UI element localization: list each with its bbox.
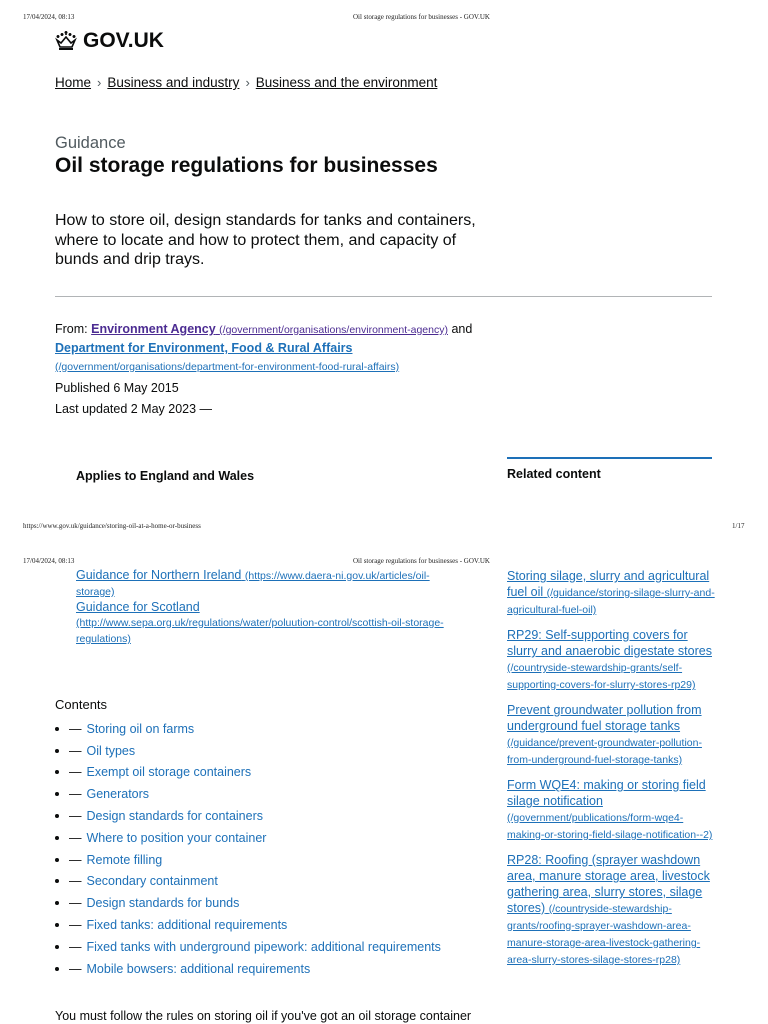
link-label: RP29: Self-supporting covers for slurry and anaerobic digestate stores (507, 628, 712, 658)
print-datetime: 17/04/2024, 08:13 (23, 13, 75, 21)
print-datetime: 17/04/2024, 08:13 (23, 557, 75, 565)
org2-name: Department for Environment, Food & Rural Affairs (55, 341, 353, 355)
govuk-logo[interactable] (55, 29, 164, 53)
link-path: (/guidance/prevent-groundwater-pollution-from-underground-fuel-storage-tanks) (507, 737, 702, 766)
contents-list (55, 718, 441, 980)
applies-to: Applies to England and Wales (76, 469, 255, 483)
org1-name: Environment Agency (91, 322, 216, 336)
contents-link[interactable]: Exempt oil storage containers (86, 765, 252, 780)
contents-link[interactable]: Design standards for bunds (86, 896, 240, 911)
list-item (507, 702, 717, 768)
contents-link[interactable]: Remote filling (86, 852, 163, 867)
chevron-right-icon: › (245, 75, 250, 90)
contents-link[interactable]: Storing oil on farms (86, 721, 195, 736)
print-url: https://www.gov.uk/guidance/storing-oil-at-a-home-or-business (23, 522, 201, 530)
link-path: (https://www.daera-ni.gov.uk/articles/oil-storage) (76, 570, 430, 598)
contents-link[interactable]: Fixed tanks with underground pipework: additional requirements (86, 939, 441, 954)
link-path: (/countryside-stewardship-grants/roofing-sprayer-washdown-area-manure-storage-area-livestock-gathering-area-slurry-stores-silage-stores-rp28) (507, 903, 701, 966)
divider (55, 296, 712, 297)
list-item: — Oil types (55, 740, 441, 762)
body-paragraph: You must follow the rules on storing oil if you've got an oil storage container (55, 1009, 472, 1023)
chevron-right-icon: › (97, 75, 102, 90)
list-item: — Mobile bowsers: additional requirements (55, 958, 441, 980)
breadcrumb-home[interactable]: Home (55, 75, 92, 90)
list-item (507, 777, 717, 843)
list-item: — Fixed tanks: additional requirements (55, 914, 441, 936)
page-title: Oil storage regulations for businesses (55, 154, 438, 177)
list-item: — Remote filling (55, 849, 441, 871)
link-label: Guidance for Northern Ireland (76, 568, 242, 582)
org2-path: (/government/organisations/department-for-environment-food-rural-affairs) (55, 361, 400, 373)
breadcrumb (55, 75, 437, 90)
print-page-number: 1/17 (732, 522, 745, 530)
related-link[interactable] (507, 703, 702, 766)
contents-link[interactable]: Secondary containment (86, 874, 218, 889)
document-type: Guidance (55, 134, 126, 152)
breadcrumb-business-and-industry[interactable]: Business and industry (107, 75, 240, 90)
list-item (507, 568, 717, 618)
org-link-defra[interactable] (55, 341, 399, 373)
related-link[interactable] (507, 628, 712, 691)
contents-link[interactable]: Fixed tanks: additional requirements (86, 918, 288, 933)
published-date: Published 6 May 2015 (55, 381, 179, 395)
related-divider (507, 457, 712, 459)
guidance-scotland-link[interactable] (76, 600, 444, 645)
link-label: Storing silage, slurry and agricultural fuel oil (507, 569, 710, 599)
print-title: Oil storage regulations for businesses - GOV.UK (353, 13, 490, 21)
list-item (507, 852, 717, 968)
contents-link[interactable]: Oil types (86, 743, 136, 758)
contents-heading: Contents (55, 697, 108, 712)
related-link[interactable] (507, 778, 712, 841)
breadcrumb-business-and-environment[interactable]: Business and the environment (255, 75, 438, 90)
contents-link[interactable]: Design standards for containers (86, 809, 263, 824)
page-summary: How to store oil, design standards for tanks and containers, where to locate and how to protect them, and capacity of bunds and drip trays. (55, 212, 476, 268)
link-path: (/government/publications/form-wqe4-making-or-storing-field-silage-notification--2) (507, 812, 713, 841)
guidance-northern-ireland (76, 568, 466, 600)
print-title: Oil storage regulations for businesses - GOV.UK (353, 557, 490, 565)
list-item: — Design standards for containers (55, 805, 441, 827)
list-item: — Where to position your container (55, 827, 441, 849)
and-text: and (451, 322, 473, 336)
last-updated: Last updated 2 May 2023 — (55, 402, 213, 416)
org1-path: (/government/organisations/environment-agency) (219, 324, 448, 336)
org-link-environment-agency[interactable] (91, 322, 448, 336)
logo-text: GOV.UK (83, 29, 164, 52)
link-path: (http://www.sepa.org.uk/regulations/water/poluution-control/scottish-oil-storage-regulations) (76, 617, 444, 645)
related-content-heading: Related content (507, 467, 601, 481)
contents-link[interactable]: Generators (86, 787, 150, 802)
guidance-scotland (76, 600, 466, 647)
link-label: Guidance for Scotland (76, 600, 200, 614)
list-item: — Secondary containment (55, 871, 441, 893)
list-item: — Storing oil on farms (55, 718, 441, 740)
list-item: — Fixed tanks with underground pipework: additional requirements (55, 936, 441, 958)
contents-link[interactable]: Where to position your container (86, 830, 267, 845)
from-label: From: (55, 322, 88, 336)
contents-link[interactable]: Mobile bowsers: additional requirements (86, 961, 311, 976)
guidance-northern-ireland-link[interactable] (76, 568, 430, 598)
list-item: — Generators (55, 783, 441, 805)
related-link[interactable] (507, 853, 710, 966)
list-item (507, 627, 717, 693)
link-path: (/guidance/storing-silage-slurry-and-agricultural-fuel-oil) (507, 587, 715, 616)
related-link[interactable] (507, 569, 715, 616)
related-links (507, 568, 717, 977)
link-path: (/countryside-stewardship-grants/self-supporting-covers-for-slurry-stores-rp29) (507, 662, 696, 691)
list-item: — Design standards for bunds (55, 892, 441, 914)
link-label: Form WQE4: making or storing field silage notification (507, 778, 706, 808)
crown-icon (55, 31, 77, 51)
link-label: RP28: Roofing (sprayer washdown area, manure storage area, livestock gathering area, slurry stores, silage stores) (507, 853, 710, 915)
link-label: Prevent groundwater pollution from underground fuel storage tanks (507, 703, 702, 733)
metadata (55, 320, 475, 418)
list-item: — Exempt oil storage containers (55, 762, 441, 784)
